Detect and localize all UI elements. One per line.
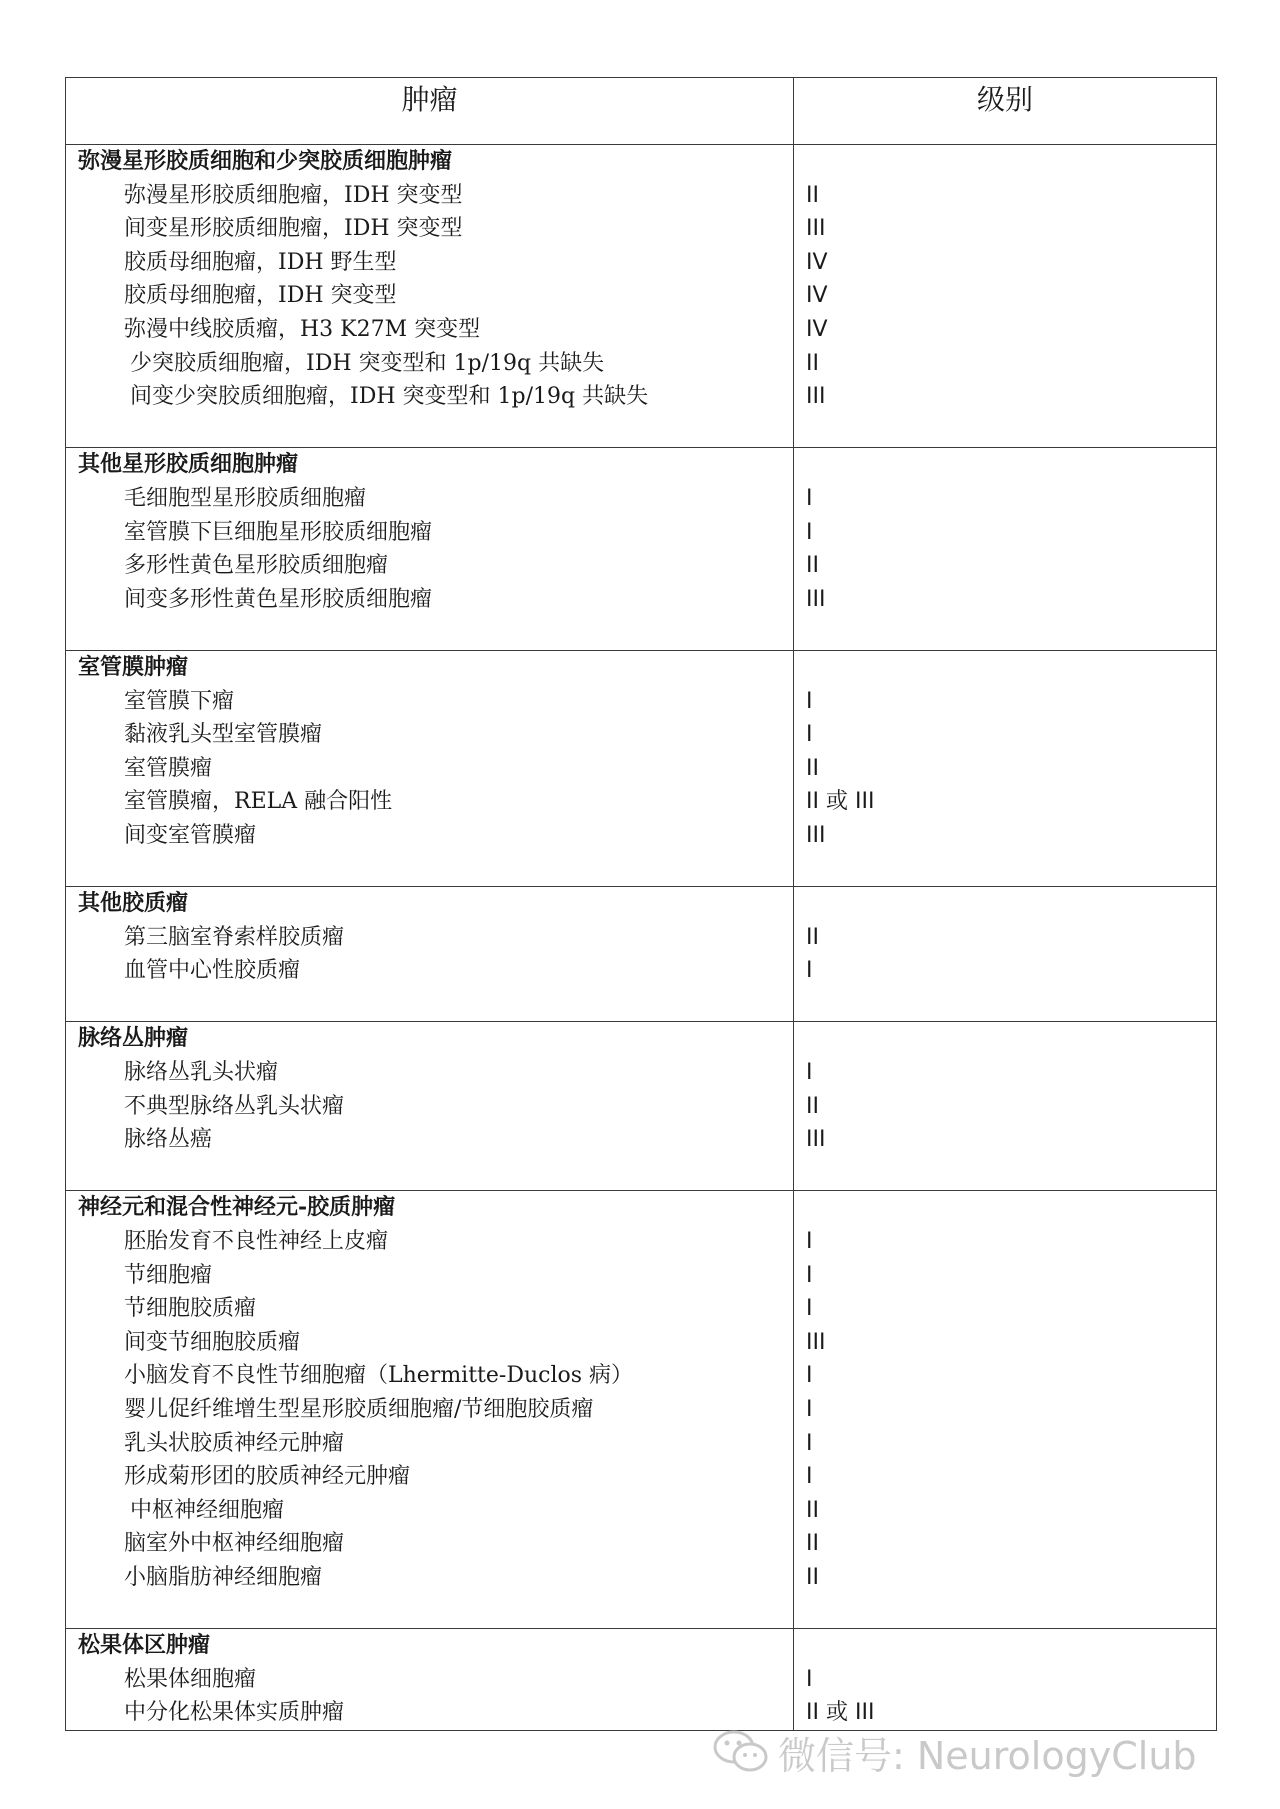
grade-value: I <box>806 1296 813 1322</box>
group-title: 松果体区肿瘤 <box>78 1632 211 1659</box>
grade-value: I <box>806 485 813 511</box>
grade-value: III <box>806 1329 826 1355</box>
grade-cell <box>794 145 1217 448</box>
tumor-name: 血管中心性胶质瘤 <box>124 958 301 984</box>
grade-value: II <box>806 1531 819 1557</box>
tumor-name: 小脑发育不良性节细胞瘤（Lhermitte-Duclos 病） <box>124 1363 634 1389</box>
tumor-name: 胶质母细胞瘤，IDH 野生型 <box>124 249 397 275</box>
grade-cell <box>794 1629 1217 1731</box>
grade-cell <box>794 1022 1217 1191</box>
group-title: 神经元和混合性神经元-胶质肿瘤 <box>78 1194 396 1221</box>
grade-value: III <box>806 216 826 242</box>
tumor-cell <box>66 145 794 448</box>
grade-cell <box>794 448 1217 651</box>
tumor-cell <box>66 1191 794 1629</box>
grade-value: I <box>806 688 813 714</box>
grade-value: II 或 III <box>806 1700 875 1726</box>
tumor-name: 胶质母细胞瘤，IDH 突变型 <box>124 283 397 309</box>
tumor-name: 弥漫中线胶质瘤，H3 K27M 突变型 <box>124 316 481 342</box>
table-section <box>66 1191 1217 1629</box>
grade-value: II <box>806 924 819 950</box>
tumor-name: 形成菊形团的胶质神经元肿瘤 <box>124 1464 411 1490</box>
tumor-name: 胚胎发育不良性神经上皮瘤 <box>124 1229 389 1254</box>
grade-value: III <box>806 586 826 612</box>
tumor-name: 间变节细胞胶质瘤 <box>124 1329 301 1355</box>
tumor-name: 脉络丛乳头状瘤 <box>124 1060 279 1086</box>
grade-value: II <box>806 1564 819 1590</box>
tumor-name: 弥漫星形胶质细胞瘤，IDH 突变型 <box>124 182 463 208</box>
watermark <box>712 1722 1252 1782</box>
watermark-text: 微信号: NeurologyClub <box>778 1733 1197 1778</box>
grade-value: III <box>806 822 826 848</box>
tumor-name: 黏液乳头型室管膜瘤 <box>124 722 323 748</box>
tumor-cell <box>66 650 794 886</box>
table-section <box>66 1022 1217 1191</box>
group-title: 室管膜肿瘤 <box>78 653 189 680</box>
tumor-name: 间变多形性黄色星形胶质细胞瘤 <box>124 586 433 612</box>
tumor-name: 室管膜瘤 <box>124 755 213 781</box>
grade-value: I <box>806 1430 813 1456</box>
grade-value: I <box>806 1363 813 1389</box>
tumor-name: 多形性黄色星形胶质细胞瘤 <box>124 553 389 579</box>
wechat-icon <box>712 1729 770 1775</box>
table-section <box>66 887 1217 1022</box>
grade-cell <box>794 1191 1217 1629</box>
grade-value: II <box>806 182 819 208</box>
grade-value: III <box>806 1127 826 1153</box>
grade-value: II <box>806 350 819 376</box>
group-title: 脉络丛肿瘤 <box>78 1025 189 1052</box>
tumor-name: 不典型脉络丛乳头状瘤 <box>124 1093 345 1119</box>
group-title: 其他胶质瘤 <box>78 890 189 917</box>
header-tumor: 肿瘤 <box>66 78 794 145</box>
grade-value: IV <box>806 316 828 342</box>
tumor-cell <box>66 1022 794 1191</box>
tumor-cell <box>66 448 794 651</box>
grade-value: I <box>806 1262 813 1288</box>
table-section <box>66 650 1217 886</box>
table-section <box>66 145 1217 448</box>
grade-value: II <box>806 1497 819 1523</box>
grade-value: II 或 III <box>806 789 875 815</box>
tumor-name: 第三脑室脊索样胶质瘤 <box>124 924 345 950</box>
grade-value: I <box>806 1060 813 1086</box>
grade-value: I <box>806 1229 813 1254</box>
table-section <box>66 448 1217 651</box>
tumor-name: 节细胞瘤 <box>124 1262 213 1288</box>
grade-value: I <box>806 958 813 984</box>
tumor-grade-table <box>65 77 1217 1731</box>
grade-value: II <box>806 1093 819 1119</box>
grade-value: I <box>806 519 813 545</box>
tumor-name: 婴儿促纤维增生型星形胶质细胞瘤/节细胞胶质瘤 <box>124 1396 594 1422</box>
tumor-name: 毛细胞型星形胶质细胞瘤 <box>124 485 367 511</box>
tumor-name: 脉络丛癌 <box>124 1127 213 1153</box>
tumor-name: 中分化松果体实质肿瘤 <box>124 1700 345 1726</box>
grade-value: I <box>806 722 813 748</box>
header-grade: 级别 <box>794 78 1217 145</box>
grade-value: I <box>806 1666 813 1692</box>
grade-cell <box>794 887 1217 1022</box>
table-header-row <box>66 78 1217 145</box>
tumor-name: 脑室外中枢神经细胞瘤 <box>124 1531 345 1557</box>
tumor-name: 节细胞胶质瘤 <box>124 1296 257 1322</box>
tumor-name: 室管膜下巨细胞星形胶质细胞瘤 <box>124 519 433 545</box>
tumor-name: 少突胶质细胞瘤，IDH 突变型和 1p/19q 共缺失 <box>130 350 605 376</box>
tumor-name: 间变室管膜瘤 <box>124 822 257 848</box>
table-section <box>66 1629 1217 1731</box>
tumor-cell <box>66 1629 794 1731</box>
grade-cell <box>794 650 1217 886</box>
tumor-name: 间变星形胶质细胞瘤，IDH 突变型 <box>124 216 463 242</box>
grade-value: I <box>806 1464 813 1490</box>
grade-value: IV <box>806 249 828 275</box>
tumor-cell <box>66 887 794 1022</box>
grade-value: IV <box>806 283 828 309</box>
grade-value: III <box>806 384 826 410</box>
tumor-name: 中枢神经细胞瘤 <box>130 1497 285 1523</box>
grade-value: I <box>806 1396 813 1422</box>
tumor-name: 室管膜瘤，RELA 融合阳性 <box>124 789 393 815</box>
grade-value: II <box>806 755 819 781</box>
tumor-name: 松果体细胞瘤 <box>124 1666 257 1692</box>
tumor-name: 室管膜下瘤 <box>124 688 235 714</box>
grade-value: II <box>806 553 819 579</box>
group-title: 弥漫星形胶质细胞和少突胶质细胞肿瘤 <box>78 148 453 174</box>
tumor-name: 乳头状胶质神经元肿瘤 <box>124 1430 345 1456</box>
group-title: 其他星形胶质细胞肿瘤 <box>78 451 299 478</box>
tumor-name: 小脑脂肪神经细胞瘤 <box>124 1564 323 1590</box>
tumor-name: 间变少突胶质细胞瘤，IDH 突变型和 1p/19q 共缺失 <box>130 384 649 410</box>
